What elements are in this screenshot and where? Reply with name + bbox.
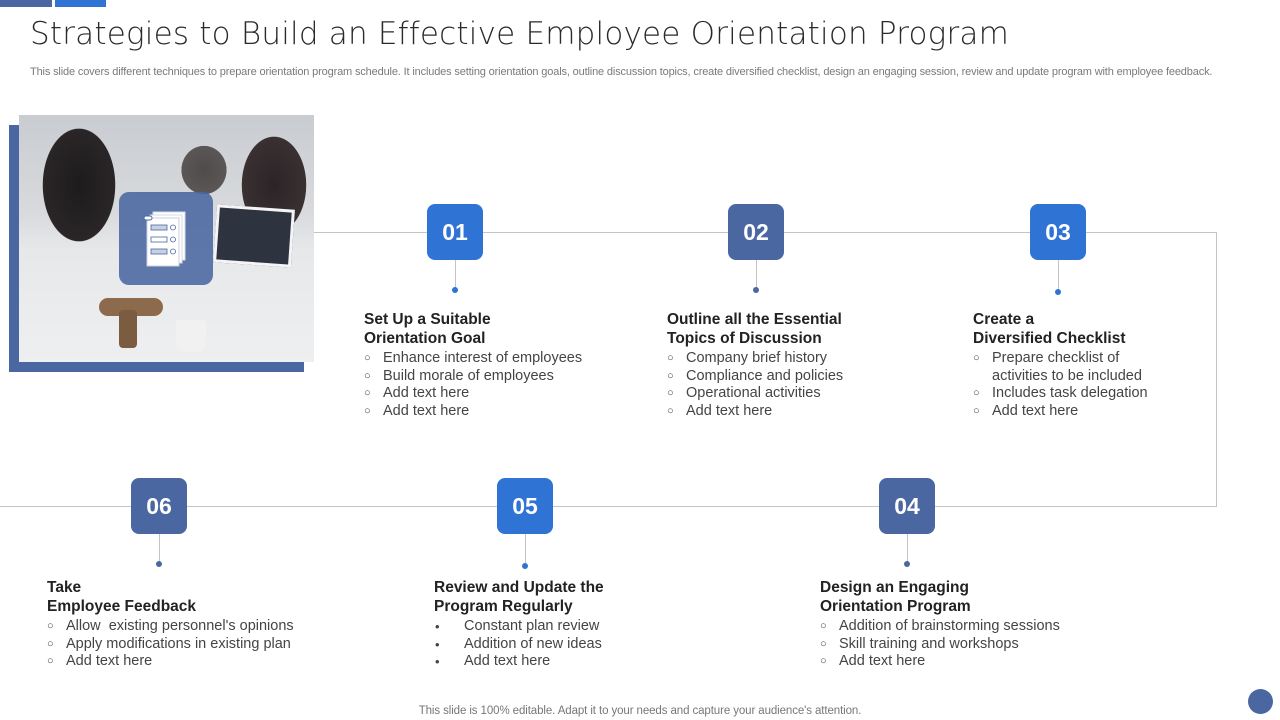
- step-03-badge: 03: [1030, 204, 1086, 260]
- step-03-stem: [1058, 260, 1059, 290]
- step-01-list: [364, 350, 634, 420]
- list-item: ○ Skill training and workshops: [820, 635, 1019, 652]
- step-06-list: [47, 618, 337, 671]
- corner-decoration-dot: [1248, 689, 1273, 714]
- step-02-dot: [753, 287, 759, 293]
- step-05-content: [434, 578, 694, 671]
- photo-chart-sheet: [213, 204, 295, 267]
- footer-note: This slide is 100% editable. Adapt it to your needs and capture your audience's attention.: [418, 705, 862, 717]
- step-04-title: Design an Engaging Orientation Program: [820, 579, 971, 615]
- photo-cup: [176, 320, 206, 352]
- page-subtitle: This slide covers different techniques to prepare orientation program schedule. It includes setting orientation goals, outline discussion topics, create diversified checklist, design an engaging session, review and update program with employee feedback.: [30, 66, 1213, 78]
- list-item: • Constant plan review: [435, 618, 600, 634]
- list-item: ○ Add text here: [667, 402, 773, 419]
- list-item: • Addition of new ideas: [435, 635, 602, 652]
- step-02-badge: 02: [728, 204, 784, 260]
- list-item: ○ Allow existing personnel's opinions: [47, 618, 294, 634]
- step-01-stem: [455, 260, 456, 290]
- step-06-dot: [156, 561, 162, 567]
- step-06-content: [47, 578, 337, 671]
- list-item: ○ Build morale of employees: [364, 367, 554, 384]
- list-item: ○ Add text here: [820, 653, 926, 670]
- step-03-title: Create a Diversified Checklist: [973, 311, 1126, 347]
- step-01-dot: [452, 287, 458, 293]
- step-04-badge: 04: [879, 478, 935, 534]
- list-item: ○ Company brief history: [667, 350, 828, 366]
- step-03-list: [973, 350, 1173, 420]
- step-02-content: [667, 310, 947, 420]
- step-04-content: [820, 578, 1120, 671]
- step-03-content: [973, 310, 1173, 420]
- step-01-title: Set Up a Suitable Orientation Goal: [364, 311, 491, 347]
- list-item: ○ Add text here: [364, 402, 470, 419]
- accent-bar-blue: [55, 0, 106, 7]
- step-02-stem: [756, 260, 757, 290]
- list-item: ○ Add text here: [973, 402, 1079, 419]
- photo-wood-object-stand: [119, 310, 137, 348]
- checklist-icon: [119, 192, 213, 285]
- step-05-list: [434, 618, 694, 671]
- step-04-dot: [904, 561, 910, 567]
- step-01-content: [364, 310, 634, 420]
- connector-line-right: [1216, 232, 1217, 507]
- step-06-title: Take Employee Feedback: [47, 579, 197, 615]
- step-05-title: Review and Update the Program Regularly: [434, 579, 604, 615]
- list-item: ○ Add text here: [47, 653, 153, 670]
- step-05-stem: [525, 534, 526, 564]
- page-title: Strategies to Build an Effective Employee Orientation Program: [30, 16, 1010, 52]
- list-item: ○ Operational activities: [667, 385, 821, 402]
- step-02-title: Outline all the Essential Topics of Discussion: [667, 311, 842, 347]
- list-item: ○ Apply modifications in existing plan: [47, 635, 291, 652]
- step-05-badge: 05: [497, 478, 553, 534]
- list-item: • Add text here: [435, 653, 551, 670]
- list-item: ○ Addition of brainstorming sessions: [820, 618, 1060, 634]
- list-item: ○ Prepare checklist of activities to be included: [973, 350, 1142, 384]
- list-item: ○ Includes task delegation: [973, 385, 1148, 402]
- list-item: ○ Add text here: [364, 385, 470, 402]
- step-02-list: [667, 350, 947, 420]
- step-05-dot: [522, 563, 528, 569]
- step-01-badge: 01: [427, 204, 483, 260]
- step-04-list: [820, 618, 1120, 671]
- step-06-badge: 06: [131, 478, 187, 534]
- list-item: ○ Compliance and policies: [667, 367, 844, 384]
- accent-bar-slate: [0, 0, 52, 7]
- list-item: ○ Enhance interest of employees: [364, 350, 583, 366]
- step-04-stem: [907, 534, 908, 564]
- step-03-dot: [1055, 289, 1061, 295]
- step-06-stem: [159, 534, 160, 564]
